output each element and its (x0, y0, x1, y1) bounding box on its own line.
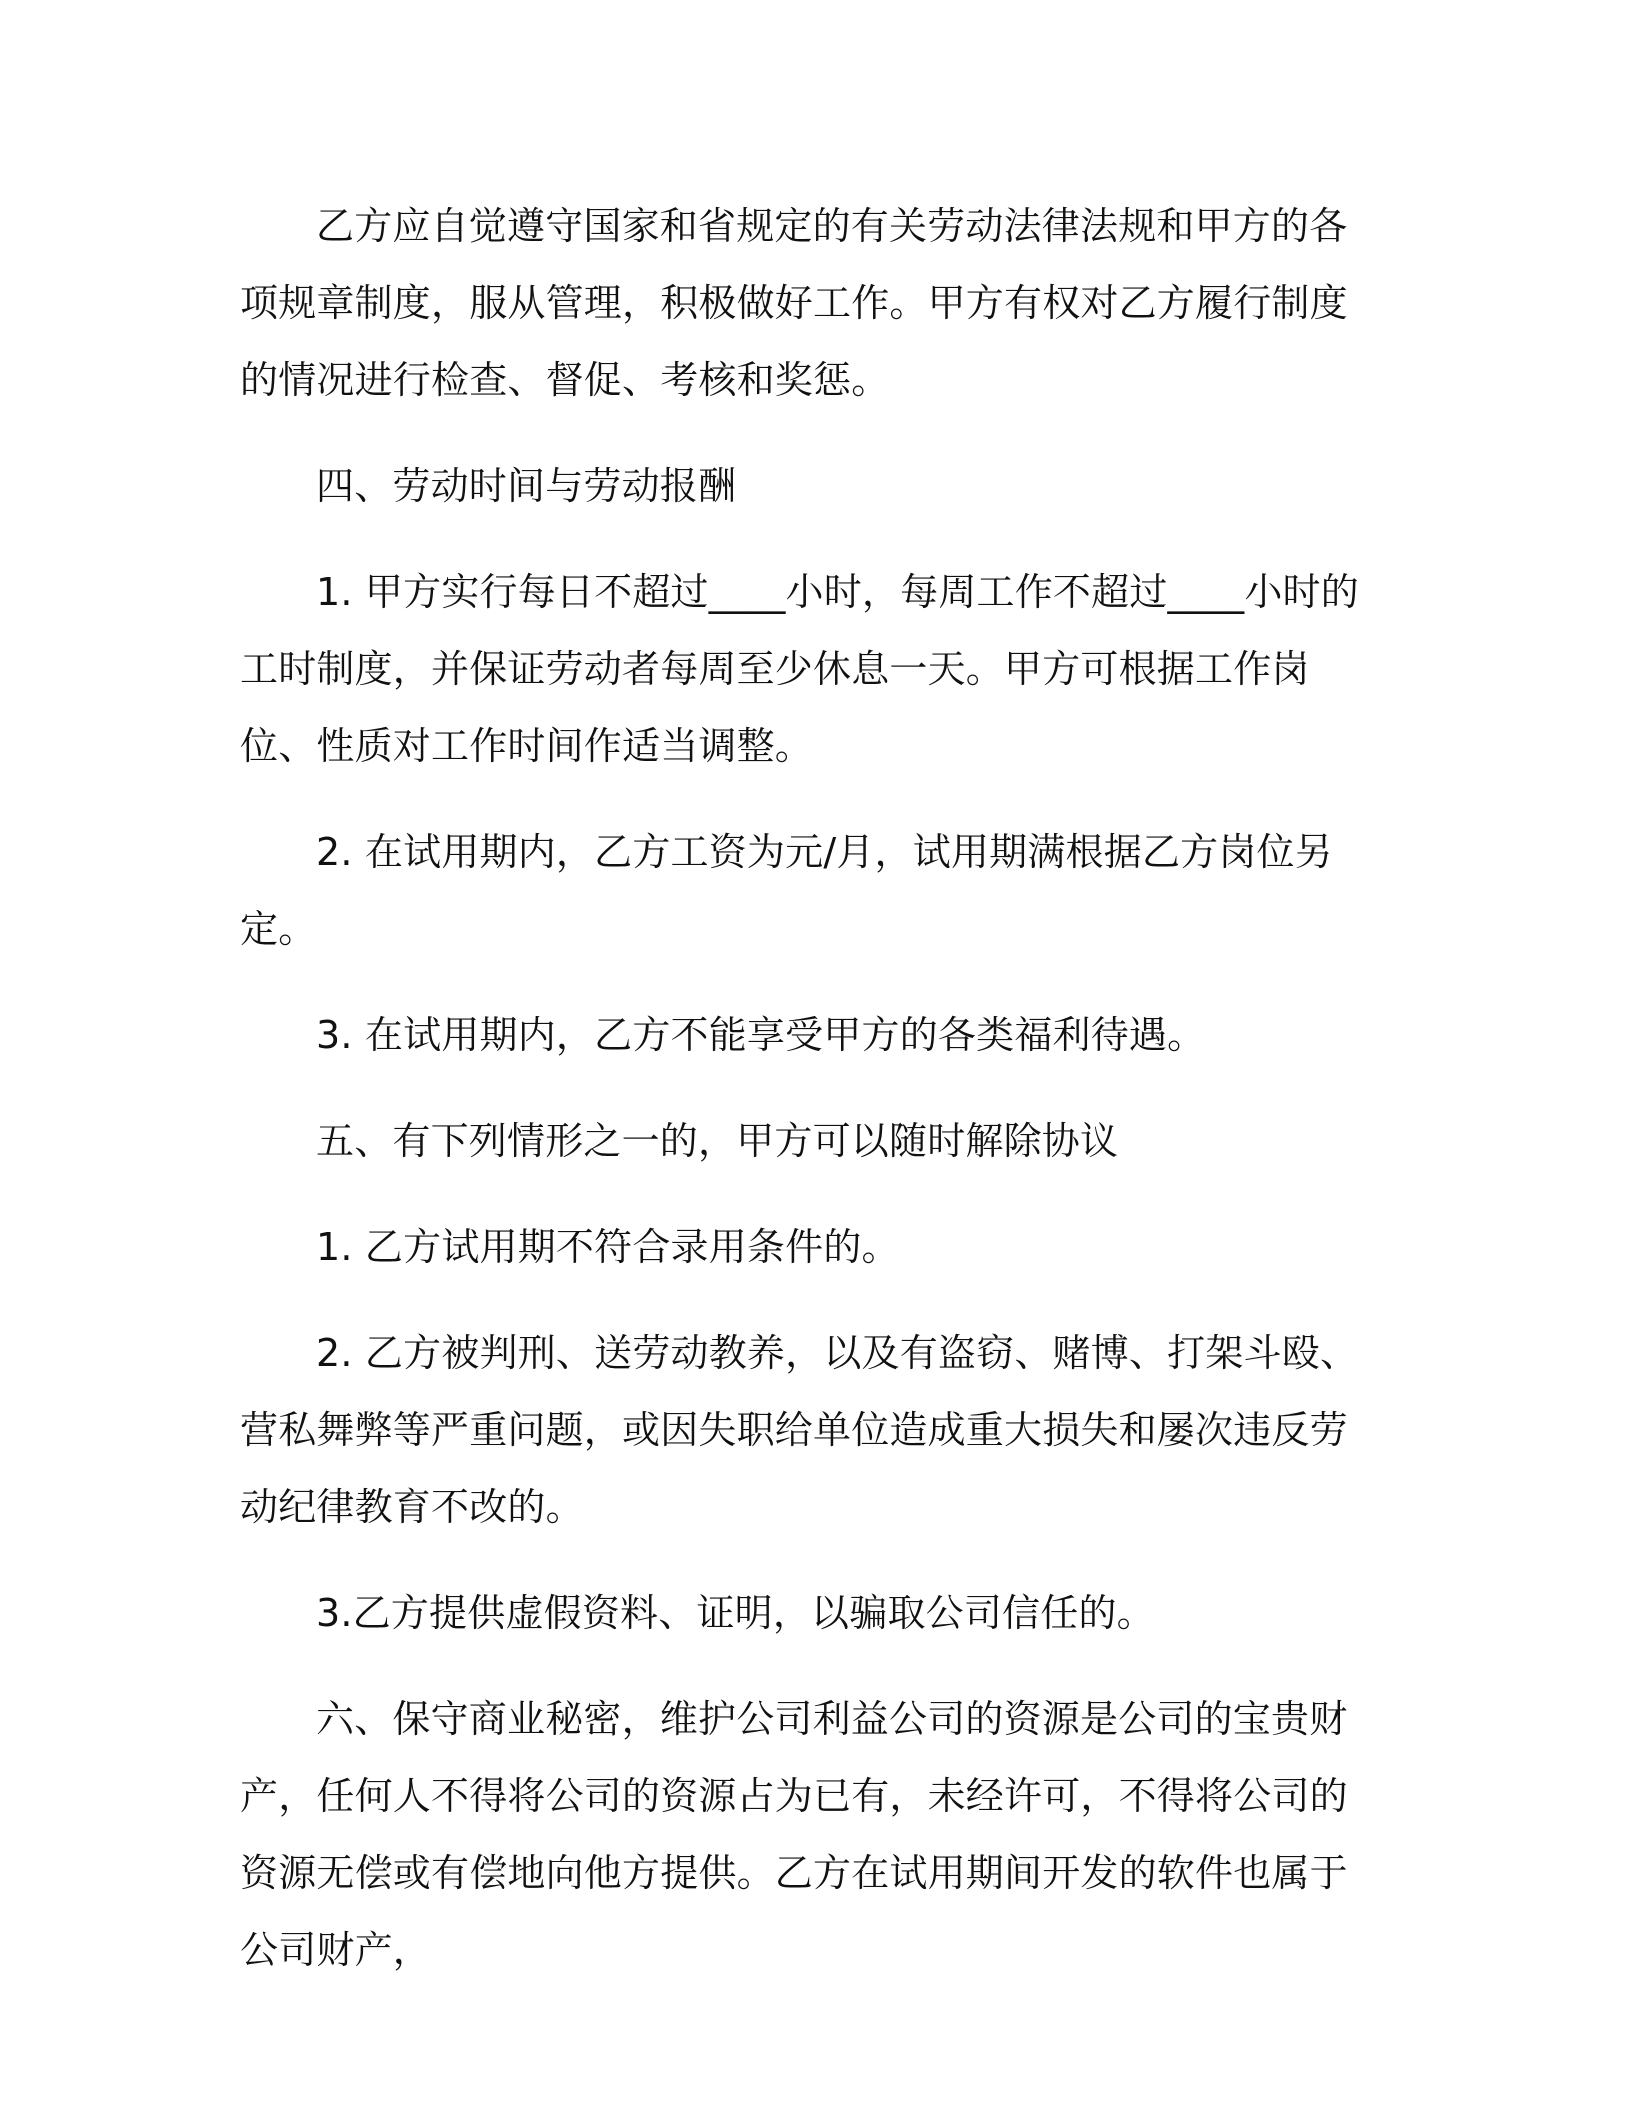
spacer (240, 1074, 1380, 1103)
paragraph-termination-3: 3.乙方提供虚假资料、证明，以骗取公司信任的。 (316, 1591, 1155, 1635)
spacer (240, 1180, 1380, 1209)
section-heading-6: 六、保守商业秘密，维护公司利益公司的资源是公司的宝贵财产，任何人不得将公司的资源占为已有，未经许可，不得将公司的资源无偿或有偿地向他方提供。乙方在试用期间开发的软件也属于公司财产， (240, 1697, 1348, 1972)
spacer (240, 419, 1380, 448)
paragraph-work-hours: 1. 甲方实行每日不超过____小时，每周工作不超过____小时的工时制度，并保证劳动者每周至少休息一天。甲方可根据工作岗位、性质对工作时间作适当调整。 (240, 570, 1359, 768)
document-body (240, 188, 1380, 1989)
spacer (240, 1286, 1380, 1315)
spacer (240, 1652, 1380, 1681)
paragraph-termination-1: 1. 乙方试用期不符合录用条件的。 (316, 1225, 900, 1269)
section-heading-4: 四、劳动时间与劳动报酬 (316, 464, 737, 508)
spacer (240, 1546, 1380, 1575)
paragraph-probation-salary: 2. 在试用期内，乙方工资为元/月，试用期满根据乙方岗位另定。 (240, 830, 1333, 951)
spacer (240, 968, 1380, 997)
paragraph-rules-compliance: 乙方应自觉遵守国家和省规定的有关劳动法律法规和甲方的各项规章制度，服从管理，积极做好工作。甲方有权对乙方履行制度的情况进行检查、督促、考核和奖惩。 (240, 204, 1348, 402)
section-heading-5: 五、有下列情形之一的，甲方可以随时解除协议 (316, 1119, 1119, 1163)
spacer (240, 785, 1380, 814)
spacer (240, 525, 1380, 554)
paragraph-termination-2: 2. 乙方被判刑、送劳动教养，以及有盗窃、赌博、打架斗殴、营私舞弊等严重问题，或因失职给单位造成重大损失和屡次违反劳动纪律教育不改的。 (240, 1331, 1359, 1529)
paragraph-probation-benefits: 3. 在试用期内，乙方不能享受甲方的各类福利待遇。 (316, 1013, 1206, 1057)
